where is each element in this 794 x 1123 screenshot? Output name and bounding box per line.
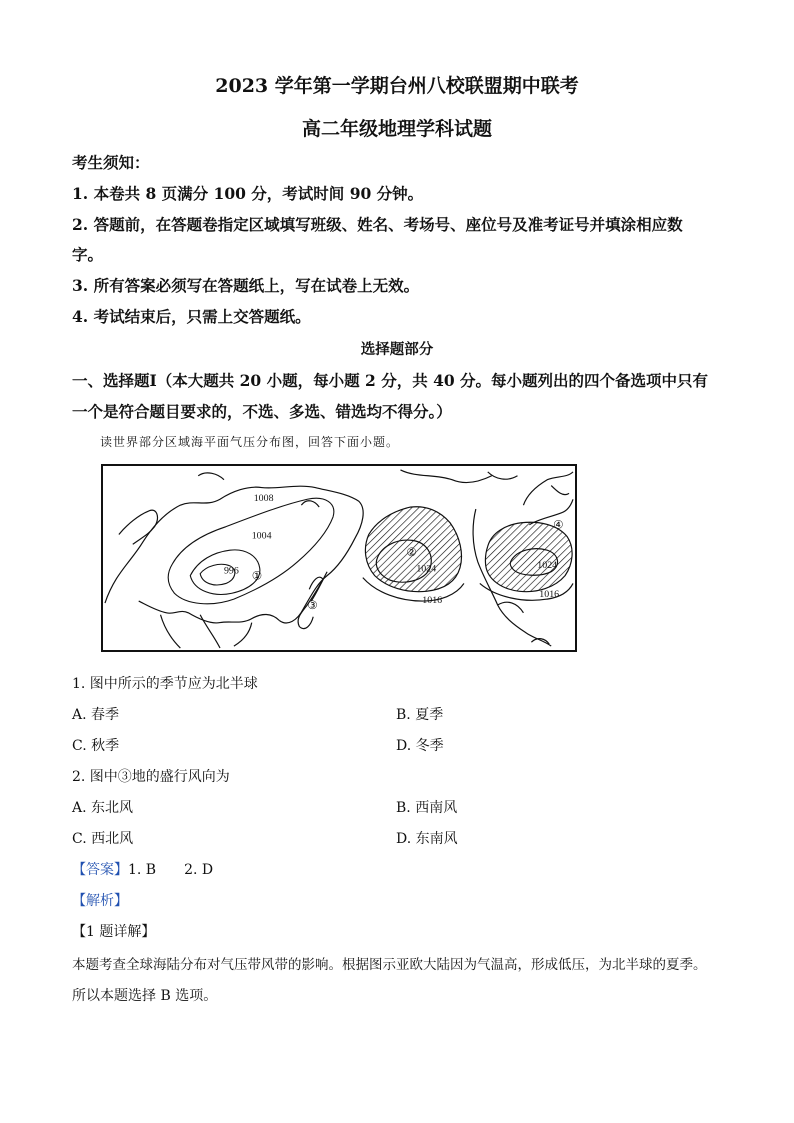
isobar-label: 1024 bbox=[537, 559, 558, 571]
analysis-text: 本题考查全球海陆分布对气压带风带的影响。根据图示亚欧大陆因为气温高，形成低压，为北半球的夏季。 bbox=[72, 957, 707, 973]
answer-line bbox=[72, 859, 213, 879]
detail-label: 【1 题详解】 bbox=[72, 924, 156, 940]
notice-item: 3. 所有答案必须写在答题纸上，写在试卷上无效。 bbox=[72, 276, 420, 295]
analysis-text: 所以本题选择 B 选项。 bbox=[72, 988, 218, 1004]
section-instruction: 一个是符合题目要求的，不选、多选、错选均不得分。） bbox=[72, 402, 452, 421]
section-title: 选择题部分 bbox=[360, 341, 434, 358]
marker-1: ① bbox=[251, 568, 263, 583]
marker-2: ② bbox=[406, 545, 418, 560]
pressure-map bbox=[101, 464, 577, 652]
exam-subtitle: 高二年级地理学科试题 bbox=[301, 118, 492, 140]
question-stem: 1. 图中所示的季节应为北半球 bbox=[72, 676, 258, 692]
marker-4: ④ bbox=[553, 517, 564, 532]
isobar-label: 1008 bbox=[253, 493, 274, 505]
option-b[interactable]: B. 西南风 bbox=[396, 800, 458, 816]
isobar-label: 1016 bbox=[539, 589, 560, 601]
option-c[interactable]: C. 西北风 bbox=[72, 831, 134, 847]
notice-item: 字。 bbox=[72, 245, 104, 264]
marker-3: ③ bbox=[307, 597, 318, 612]
isobar-label: 996 bbox=[223, 565, 239, 577]
isobar-label: 1004 bbox=[251, 530, 272, 542]
pressure-map-drawing bbox=[103, 466, 575, 650]
notice-item: 4. 考试结束后，只需上交答题纸。 bbox=[72, 307, 311, 326]
isobar-label: 1024 bbox=[416, 563, 437, 575]
notice-item: 2. 答题前，在答题卷指定区域填写班级、姓名、考场号、座位号及准考证号并填涂相应数 bbox=[72, 215, 683, 234]
figure-caption: 读世界部分区域海平面气压分布图，回答下面小题。 bbox=[100, 435, 400, 449]
question-stem: 2. 图中③地的盛行风向为 bbox=[72, 769, 230, 785]
option-a[interactable]: A. 东北风 bbox=[72, 800, 134, 816]
option-c[interactable]: C. 秋季 bbox=[72, 738, 120, 754]
option-d[interactable]: D. 东南风 bbox=[396, 831, 458, 847]
answer-label: 【答案】 bbox=[72, 862, 128, 878]
option-a[interactable]: A. 春季 bbox=[72, 707, 120, 723]
option-d[interactable]: D. 冬季 bbox=[396, 738, 444, 754]
exam-title: 2023 学年第一学期台州八校联盟期中联考 bbox=[215, 75, 579, 97]
notice-heading: 考生须知： bbox=[72, 153, 150, 172]
isobar-label: 1016 bbox=[422, 595, 443, 607]
asian-low-isobars bbox=[168, 498, 334, 604]
option-b[interactable]: B. 夏季 bbox=[396, 707, 444, 723]
answer-text: 1. B 2. D bbox=[128, 862, 214, 878]
analysis-label: 【解析】 bbox=[72, 893, 128, 909]
section-instruction: 一、选择题Ⅰ（本大题共 20 小题，每小题 2 分，共 40 分。每小题列出的四个备选项中只有 bbox=[72, 371, 709, 390]
notice-item: 1. 本卷共 8 页满分 100 分，考试时间 90 分钟。 bbox=[72, 184, 424, 203]
